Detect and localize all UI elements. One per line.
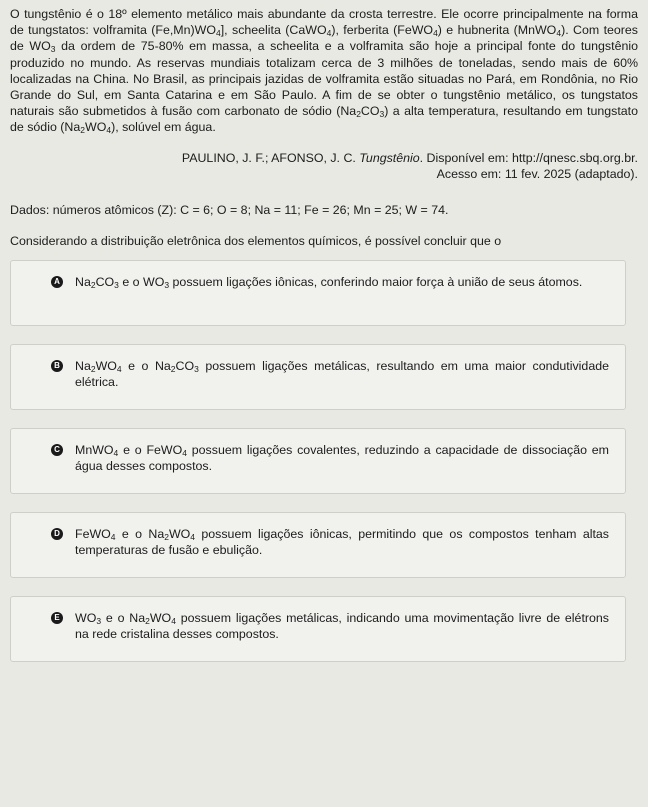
subscript: 3 [96,616,102,627]
option-letter-d: D [51,528,63,540]
formula-part: e o Na [121,359,171,374]
source-reference [10,150,638,183]
subscript: 2 [164,532,169,543]
option-statement: possuem ligações metálicas, resultando em uma maior condutividade elétrica. [75,359,609,390]
formula-part: CO [175,359,195,374]
option-text [75,526,609,558]
formula-part: Na [75,359,91,374]
formula-part: FeWO [75,527,111,542]
passage-text: ). Com teores de WO [10,23,639,54]
subscript: 4 [215,28,221,39]
option-statement: possuem ligações covalentes, reduzindo a capacidade de dissociação em água desses compostos. [75,443,609,474]
passage-text: da ordem de 75-80% em massa, a scheelita e a volframita são hoje a principal fonte do tungstênio produzido no mundo. As reservas mundiais totalizam cerca de 3 milhões de toneladas, sendo mais de 60% localizadas na China. No Brasil, as principais jazidas de volframita estão situadas no Pará, em Rondônia, no Rio Grande do Sul, em Santa Catarina e em São Paulo. A fim de se obter o tungstênio metálico, os tungstatos naturais são submetidos à fusão com carbonato de sódio (Na [10,39,638,119]
passage-text: ), ferberita (FeWO [331,23,434,38]
subscript: 2 [90,280,96,291]
subscript: 3 [50,44,56,55]
option-d[interactable] [10,512,626,578]
option-letter-c: C [51,444,63,456]
passage [10,6,638,136]
passage-text: ) e hubnerita (MnWO [437,23,557,38]
formula-part: MnWO [75,443,114,458]
formula-part: e o FeWO [118,443,183,458]
option-text [75,274,609,290]
formula-part: e o WO [118,275,165,290]
option-text [75,358,609,390]
reference-access-date: Acesso em: 11 fev. 2025 (adaptado). [436,167,638,182]
answer-options [10,260,638,662]
passage-text: O tungstênio é o 18º elemento metálico mais abundante da crosta terrestre. Ele ocorre principalmente na forma de tungstatos: volframita (Fe,Mn)WO [10,7,638,38]
subscript: 4 [556,28,562,39]
option-letter-e: E [51,612,63,624]
subscript: 3 [379,109,385,120]
option-a[interactable] [10,260,626,326]
passage-text: CO [360,104,380,119]
formula-part: e o Na [101,611,146,626]
subscript: 3 [114,280,119,291]
formula-part: WO [149,611,172,626]
passage-paragraph [10,6,638,136]
subscript: 4 [110,532,116,543]
option-statement: possuem ligações iônicas, permitindo que os compostos tenham altas temperaturas de fusão e ebulição. [75,527,609,558]
option-statement: possuem ligações metálicas, indicando uma movimentação livre de elétrons na rede cristalina desses compostos. [75,611,609,642]
option-letter-a: A [51,276,63,288]
formula-part: Na [75,275,91,290]
subscript: 4 [171,616,176,627]
atomic-numbers-data: Dados: números atômicos (Z): C = 6; O = 8; Na = 11; Fe = 26; Mn = 25; W = 74. [10,202,449,217]
reference-url: . Disponível em: http://qnesc.sbq.org.br. [419,150,638,165]
subscript: 4 [182,448,187,459]
formula-part: WO [75,611,97,626]
formula-part: CO [95,275,115,290]
subscript: 2 [90,364,96,375]
subscript: 4 [116,364,122,375]
option-e[interactable] [10,596,626,662]
formula-part: WO [168,527,191,542]
subscript: 4 [113,448,119,459]
reference-title: Tungstênio [359,150,420,165]
reference-authors: PAULINO, J. F.; AFONSO, J. C. [181,150,360,165]
subscript: 4 [326,28,332,39]
option-text [75,610,609,642]
passage-text: ), solúvel em água. [111,120,216,135]
passage-text: ) a alta temperatura, resultando em tungstato de sódio (Na [10,104,638,135]
subscript: 2 [145,616,150,627]
question-stem: Considerando a distribuição eletrônica dos elementos químicos, é possível concluir que o [10,233,502,248]
option-b[interactable] [10,344,626,410]
option-text [75,442,609,474]
passage-text: ], scheelita (CaWO [220,23,327,38]
subscript: 3 [194,364,199,375]
passage-text: WO [85,120,107,135]
subscript: 2 [170,364,176,375]
subscript: 2 [356,109,361,120]
subscript: 4 [190,532,196,543]
subscript: 2 [80,125,85,136]
subscript: 4 [106,125,112,136]
option-letter-b: B [51,360,63,372]
formula-part: WO [95,359,117,374]
option-statement: possuem ligações iônicas, conferindo maior força à união de seus átomos. [169,275,583,290]
formula-part: e o Na [115,527,165,542]
subscript: 3 [164,280,170,291]
reference-line [10,150,638,167]
subscript: 4 [433,28,438,39]
option-c[interactable] [10,428,626,494]
